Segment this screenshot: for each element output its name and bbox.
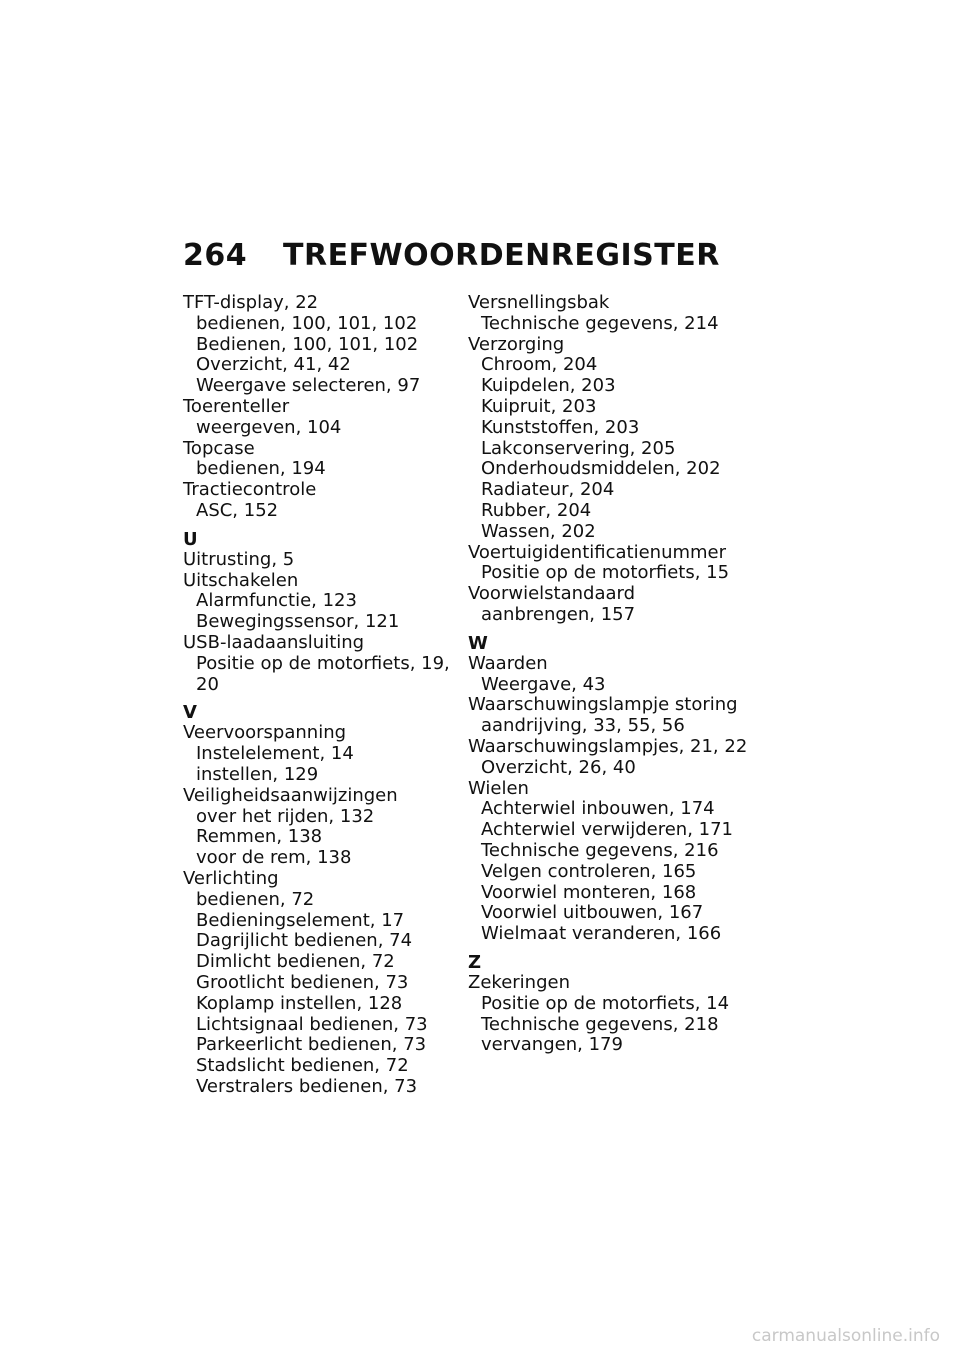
index-entry: USB-laadaansluiting [183, 631, 365, 653]
index-subentry: Technische gegevens, 214 [481, 312, 719, 334]
index-subentry: Velgen controleren, 165 [481, 860, 697, 882]
index-entry: Verlichting [183, 867, 279, 889]
index-entry: TFT-display, 22 [183, 292, 319, 313]
index-entry: Waarschuwingslampje storing [468, 694, 738, 716]
index-subentry: 20 [196, 673, 219, 695]
index-subentry: Achterwiel inbouwen, 174 [481, 798, 715, 820]
index-subentry: Wielmaat veranderen, 166 [481, 923, 722, 945]
index-entry: Veiligheidsaanwijzingen [183, 784, 398, 806]
index-entry: Topcase [183, 437, 255, 459]
index-subentry: voor de rem, 138 [196, 847, 352, 869]
index-subentry: Voorwiel monteren, 168 [481, 881, 697, 903]
index-entry: Voertuigidentificatienummer [468, 541, 727, 563]
index-subentry: ASC, 152 [196, 499, 279, 521]
index-entry: Waarden [468, 652, 548, 674]
index-section-letter: V [183, 702, 197, 724]
index-subentry: Technische gegevens, 218 [481, 1013, 719, 1035]
index-subentry: Bedieningselement, 17 [196, 909, 405, 931]
index-subentry: Kunststoffen, 203 [481, 416, 640, 438]
index-entry: Toerenteller [183, 395, 290, 417]
index-subentry: Positie op de motorfiets, 15 [481, 562, 730, 584]
index-subentry: bedienen, 100, 101, 102 [196, 312, 418, 334]
index-subentry: bedienen, 72 [196, 888, 315, 910]
index-section-letter: Z [468, 951, 482, 973]
page-number: 264 [183, 238, 248, 273]
index-entry: Uitrusting, 5 [183, 548, 295, 570]
index-subentry: Stadslicht bedienen, 72 [196, 1055, 409, 1077]
index-subentry: Dimlicht bedienen, 72 [196, 951, 395, 973]
index-subentry: vervangen, 179 [481, 1034, 623, 1056]
index-subentry: Onderhoudsmiddelen, 202 [481, 458, 721, 480]
index-section-letter: W [468, 632, 488, 654]
index-subentry: bedienen, 194 [196, 458, 326, 480]
index-subentry: over het rijden, 132 [196, 805, 375, 827]
index-subentry: instellen, 129 [196, 763, 319, 785]
index-subentry: Overzicht, 41, 42 [196, 354, 351, 376]
index-column-right [468, 293, 750, 1056]
index-subentry: Parkeerlicht bedienen, 73 [196, 1034, 427, 1056]
index-entry: Zekeringen [468, 971, 570, 993]
index-subentry: Kuipdelen, 203 [481, 375, 616, 397]
index-subentry: aandrijving, 33, 55, 56 [481, 715, 685, 737]
index-subentry: Radiateur, 204 [481, 479, 615, 501]
index-subentry: Rubber, 204 [481, 499, 592, 521]
index-entry: Verzorging [468, 333, 565, 355]
index-subentry: Dagrijlicht bedienen, 74 [196, 930, 413, 952]
index-entry: Uitschakelen [183, 569, 299, 591]
index-entry: Tractiecontrole [183, 479, 317, 501]
index-subentry: Wassen, 202 [481, 520, 596, 542]
index-subentry: Positie op de motorfiets, 19, [196, 652, 450, 674]
index-subentry: Remmen, 138 [196, 826, 323, 848]
index-subentry: Technische gegevens, 216 [481, 839, 719, 861]
index-subentry: Weergave, 43 [481, 673, 606, 695]
index-column-left [183, 293, 465, 1098]
index-subentry: Instelelement, 14 [196, 743, 354, 765]
index-entry: Versnellingsbak [468, 292, 610, 313]
page-header [183, 238, 720, 273]
index-subentry: aanbrengen, 157 [481, 603, 636, 625]
index-subentry: Bedienen, 100, 101, 102 [196, 333, 419, 355]
index-subentry: Overzicht, 26, 40 [481, 756, 636, 778]
index-subentry: Positie op de motorfiets, 14 [481, 992, 730, 1014]
index-subentry: Kuipruit, 203 [481, 395, 597, 417]
index-subentry: Grootlicht bedienen, 73 [196, 971, 409, 993]
index-subentry: Koplamp instellen, 128 [196, 992, 403, 1014]
index-section-letter: U [183, 528, 198, 550]
index-entry: Waarschuwingslampjes, 21, 22 [468, 735, 748, 757]
index-subentry: Weergave selecteren, 97 [196, 375, 421, 397]
index-entry: Voorwielstandaard [468, 583, 636, 605]
index-subentry: Lichtsignaal bedienen, 73 [196, 1013, 428, 1035]
index-subentry: weergeven, 104 [196, 416, 342, 438]
index-entry: Wielen [468, 777, 529, 799]
index-entry: Veervoorspanning [183, 722, 347, 744]
page-title: TREFWOORDENREGISTER [283, 238, 720, 273]
watermark: carmanualsonline.info [751, 1326, 940, 1346]
index-subentry: Achterwiel verwijderen, 171 [481, 819, 733, 841]
index-subentry: Verstralers bedienen, 73 [196, 1075, 418, 1097]
index-subentry: Lakconservering, 205 [481, 437, 676, 459]
index-subentry: Bewegingssensor, 121 [196, 611, 400, 633]
index-subentry: Chroom, 204 [481, 354, 598, 376]
index-subentry: Voorwiel uitbouwen, 167 [481, 902, 704, 924]
index-subentry: Alarmfunctie, 123 [196, 590, 357, 612]
